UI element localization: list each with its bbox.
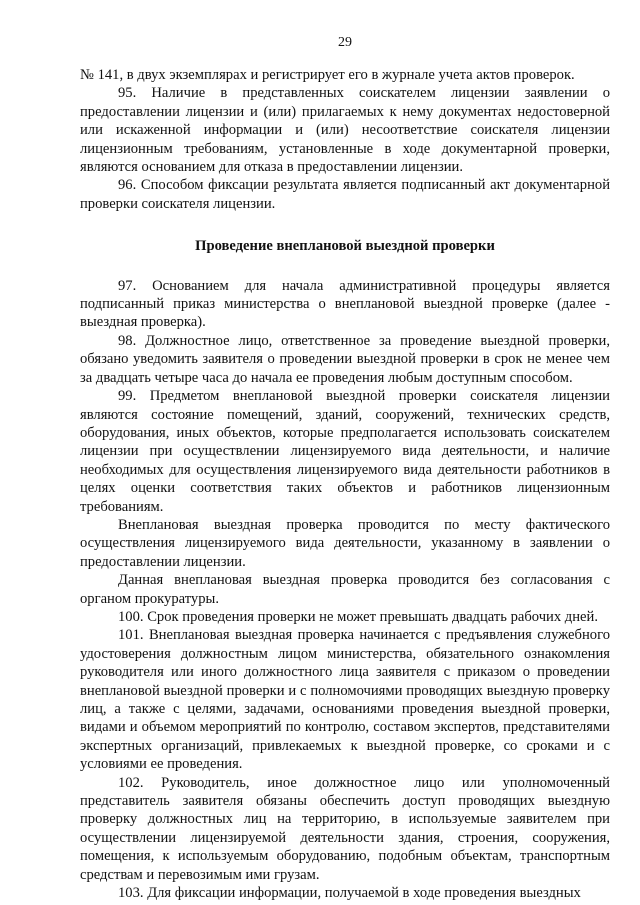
paragraph-no-prosecutor-approval: Данная внеплановая выездная проверка проводится без согласования с органом прокуратуры. xyxy=(80,572,610,607)
paragraph-102: 102. Руководитель, иное должностное лицо или уполномоченный представитель заявителя обязаны обеспечить доступ проводящих выездную проверку должностных лиц на территорию, в используемые заявителем при осуществлении лицензируемой деятельности здания, строения, сооружения, помещения, к используемым оборудованию, подобным объектам, транспортным средствам и перевозимым ими грузам. xyxy=(80,774,610,883)
paragraph-inspection-location: Внеплановая выездная проверка проводится по месту фактического осуществления лицензируемого вида деятельности, указанному в заявлении о предоставлении лицензии. xyxy=(80,516,610,570)
page-number: 29 xyxy=(338,35,352,50)
section-heading: Проведение внеплановой выездной проверки xyxy=(195,238,495,255)
paragraph-103: 103. Для фиксации информации, получаемой в ходе проведения выездных xyxy=(118,885,581,902)
document-body xyxy=(80,66,610,902)
paragraph-98: 98. Должностное лицо, ответственное за проведение выездной проверки, обязано уведомить заявителя о проведении выездной проверки в срок не менее чем за двадцать четыре часа до начала ее проведения любым доступным способом. xyxy=(80,332,610,386)
paragraph-97: 97. Основанием для начала административной процедуры является подписанный приказ министерства о внеплановой выездной проверке (далее - выездная проверка). xyxy=(80,277,610,331)
paragraph-96: 96. Способом фиксации результата является подписанный акт документарной проверки соискателя лицензии. xyxy=(80,177,610,212)
paragraph-100: 100. Срок проведения проверки не может превышать двадцать рабочих дней. xyxy=(118,608,598,625)
paragraph-101: 101. Внеплановая выездная проверка начинается с предъявления служебного удостоверения должностным лицом министерства, обязательного ознакомления руководителя или иного должностного лица заявителя с приказом о проведении внеплановой выездной проверки и с полномочиями проводящих выездную проверку лиц, а также с целями, задачами, основаниями проведения выездной проверки, видами и объемом мероприятий по контролю, составом экспертов, представителями экспертных организаций, привлекаемых к выездной проверке, со сроками и с условиями ее проведения. xyxy=(80,627,610,773)
paragraph-continuation: № 141, в двух экземплярах и регистрирует его в журнале учета актов проверок. xyxy=(80,67,575,83)
document-page xyxy=(80,0,610,905)
paragraph-95: 95. Наличие в представленных соискателем лицензии заявлении о предоставлении лицензии и (или) прилагаемых к нему документах недостоверной или искаженной информации и (или) несоответствие соискателя лицензии лицензионным требованиям, установленные в ходе документарной проверки, являются основанием для отказа в предоставлении лицензии. xyxy=(80,85,610,176)
paragraph-99: 99. Предметом внеплановой выездной проверки соискателя лицензии являются состояние помещений, зданий, сооружений, технических средств, оборудования, иных объектов, которые предполагается использовать соискателем лицензии при осуществлении лицензируемого вида деятельности, и наличие необходимых для осуществления лицензируемого вида деятельности работников в целях оценки соответствия таких объектов и работников лицензионным требованиям. xyxy=(80,388,610,515)
